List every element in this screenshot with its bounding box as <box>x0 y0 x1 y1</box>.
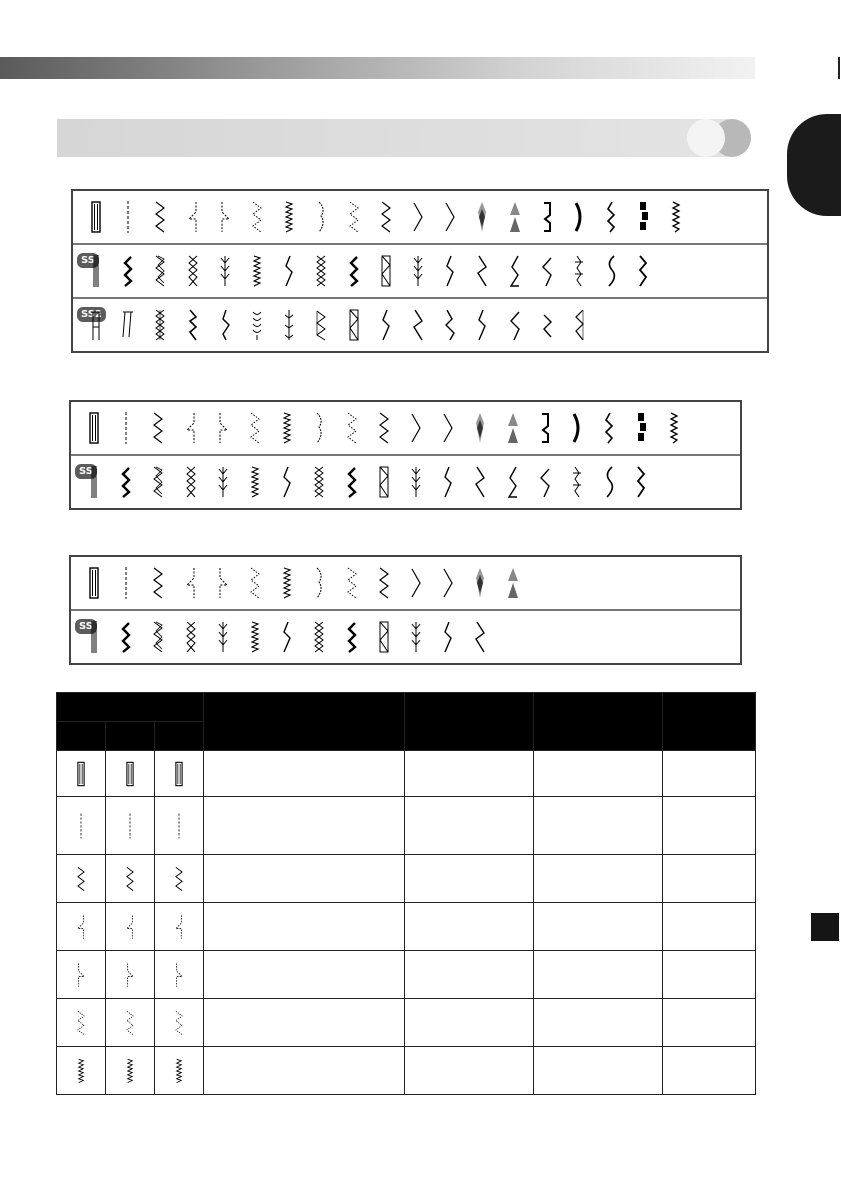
row-badge: SS <box>77 253 99 268</box>
table-cell <box>405 903 534 951</box>
diamond-open-stitch-icon <box>184 619 198 655</box>
dotted-zigzag-stitch-icon <box>248 410 262 446</box>
stitch-panel-1 <box>71 189 769 353</box>
table-cell <box>405 797 534 855</box>
table-row <box>57 903 756 951</box>
triangle-stitch-icon <box>506 565 520 601</box>
zigzag-stitch-icon <box>151 410 165 446</box>
v-stitch-icon <box>443 199 457 235</box>
stitch-panel-3 <box>69 555 742 665</box>
straight-stitch-icon <box>155 797 204 855</box>
v-stitch-icon <box>409 410 423 446</box>
heading-bar-end-cap-light <box>687 119 725 157</box>
table-cell <box>405 855 534 903</box>
satin-diagonal-stitch-icon <box>345 619 359 655</box>
zigzag-stitch-icon <box>155 855 204 903</box>
lightning-stitch-icon <box>441 464 455 500</box>
zigzag-dense-stitch-icon <box>667 410 681 446</box>
double-arrow-stitch-icon <box>634 464 648 500</box>
row-badge: SS <box>75 619 97 634</box>
table-row <box>57 751 756 797</box>
lightning-stitch-icon <box>280 619 294 655</box>
stitch-row <box>71 456 740 508</box>
table-cell <box>204 855 405 903</box>
buttonhole-stitch-icon <box>87 410 101 446</box>
shell-stitch-icon <box>314 199 328 235</box>
diamond-open-stitch-icon <box>186 253 200 289</box>
dotted-zigzag-stitch-icon <box>345 565 359 601</box>
lightning-wide-stitch-icon <box>473 619 487 655</box>
serpentine-stitch-icon <box>250 253 264 289</box>
z-step-stitch-icon <box>506 464 520 500</box>
serpentine-stitch-icon <box>248 464 262 500</box>
header-gradient-bar <box>0 57 755 79</box>
table-cell <box>204 1047 405 1095</box>
lightning-stitch-icon <box>475 307 489 343</box>
serpentine-stitch-icon <box>106 1047 155 1095</box>
lightning-wide-stitch-icon <box>411 307 425 343</box>
buttonhole-stitch-icon <box>106 751 155 797</box>
table-cell <box>534 797 663 855</box>
zigzag-double-stitch-icon <box>151 619 165 655</box>
box-x-stitch-icon <box>347 307 361 343</box>
table-cell <box>405 751 534 797</box>
cross-stitch-stitch-icon <box>312 619 326 655</box>
chevron-feather-stitch-icon <box>572 307 586 343</box>
lightning-wide-stitch-icon <box>475 253 489 289</box>
lightning-stitch-icon <box>379 307 393 343</box>
blind-left-stitch-icon <box>186 199 200 235</box>
lightning-wide-stitch-icon <box>473 464 487 500</box>
stitch-row <box>71 611 740 663</box>
buttonhole-stitch-icon <box>87 565 101 601</box>
blind-left-stitch-icon <box>57 903 106 951</box>
arrow-down-stitch-icon <box>216 619 230 655</box>
table-cell <box>663 951 756 999</box>
dotted-zigzag-stitch-icon <box>155 999 204 1047</box>
blind-right-stitch-icon <box>57 951 106 999</box>
zigzag-stitch-icon <box>57 855 106 903</box>
satin-diagonal-stitch-icon <box>345 464 359 500</box>
zigzag-step-stitch-icon <box>602 410 616 446</box>
table-cell <box>534 855 663 903</box>
table-header-cell <box>57 693 204 722</box>
straight-stitch-icon <box>121 199 135 235</box>
table-header-cell <box>204 693 405 751</box>
zigzag-double-stitch-icon <box>151 464 165 500</box>
s-curve-stitch-icon <box>602 464 616 500</box>
zigzag-stitch-icon <box>379 199 393 235</box>
straight-stitch-icon <box>119 565 133 601</box>
dotted-zigzag-stitch-icon <box>57 999 106 1047</box>
stitch-row <box>73 191 767 245</box>
stitch-row <box>71 557 740 611</box>
serpentine-stitch-icon <box>280 565 294 601</box>
blind-left-stitch-icon <box>184 410 198 446</box>
table-header-cell <box>405 693 534 751</box>
table-cell <box>405 951 534 999</box>
lightning-stitch-icon <box>282 253 296 289</box>
zigzag-stitch-icon <box>377 410 391 446</box>
row-badge: SS2 <box>77 307 106 322</box>
triple-straight-stitch-icon <box>87 619 101 655</box>
zigzag-feather-stitch-icon <box>186 307 200 343</box>
triple-straight-stitch-icon <box>87 464 101 500</box>
block-stitch-icon <box>636 199 650 235</box>
table-cell <box>663 855 756 903</box>
zigzag-double-stitch-icon <box>153 253 167 289</box>
stitch-panel-2 <box>69 400 742 510</box>
table-header-cell <box>534 693 663 751</box>
table-subheader-cell <box>155 722 204 751</box>
table-cell <box>204 751 405 797</box>
arrow-down-stitch-icon <box>409 464 423 500</box>
stitch-settings-table <box>56 692 756 1095</box>
arrow-down-stitch-icon <box>411 253 425 289</box>
table-row <box>57 797 756 855</box>
dotted-zigzag-stitch-icon <box>347 199 361 235</box>
buttonhole-stitch-icon <box>155 751 204 797</box>
blind-right-stitch-icon <box>155 951 204 999</box>
v-stitch-icon <box>409 565 423 601</box>
lightning-stitch-icon <box>441 619 455 655</box>
satin-shell-stitch-icon <box>570 410 584 446</box>
table-cell <box>663 797 756 855</box>
table-row <box>57 999 756 1047</box>
header-divider <box>838 57 840 79</box>
s-bar-stitch-icon <box>218 307 232 343</box>
block-stitch-icon <box>634 410 648 446</box>
cross-stitch-stitch-icon <box>312 464 326 500</box>
table-cell <box>534 1047 663 1095</box>
section-heading-bar <box>57 119 751 157</box>
index-marker <box>811 913 839 941</box>
arrow-down-stitch-icon <box>218 253 232 289</box>
cross-stitch-stitch-icon <box>314 253 328 289</box>
chevron-down-stitch-icon <box>314 307 328 343</box>
table-cell <box>204 951 405 999</box>
table-row <box>57 951 756 999</box>
serpentine-stitch-icon <box>248 619 262 655</box>
dotted-zigzag-stitch-icon <box>248 565 262 601</box>
diamond-open-stitch-icon <box>184 464 198 500</box>
cross-zigzag-stitch-icon <box>570 464 584 500</box>
buttonhole-stitch-icon <box>89 199 103 235</box>
satin-shell-stitch-icon <box>572 199 586 235</box>
table-cell <box>405 1047 534 1095</box>
blind-left-stitch-icon <box>184 565 198 601</box>
table-cell <box>663 903 756 951</box>
arrow-down-stitch-icon <box>409 619 423 655</box>
table-cell <box>534 903 663 951</box>
lightning-stitch-icon <box>280 464 294 500</box>
blind-right-stitch-icon <box>216 410 230 446</box>
table-cell <box>663 999 756 1047</box>
diamond-stitch-icon <box>475 199 489 235</box>
blind-right-stitch-icon <box>216 565 230 601</box>
zigzag-dense-stitch-icon <box>669 199 683 235</box>
box-x-stitch-icon <box>379 253 393 289</box>
stitch-row <box>73 245 767 299</box>
triple-straight-stitch-icon <box>89 253 103 289</box>
table-cell <box>204 797 405 855</box>
satin-diagonal-stitch-icon <box>119 464 133 500</box>
blind-left-stitch-icon <box>106 903 155 951</box>
tank-stitch-icon <box>538 410 552 446</box>
shell-stitch-icon <box>312 565 326 601</box>
table-header-cell <box>663 693 756 751</box>
dotted-zigzag-stitch-icon <box>345 410 359 446</box>
serpentine-stitch-icon <box>155 1047 204 1095</box>
satin-diagonal-stitch-icon <box>119 619 133 655</box>
table-cell <box>405 999 534 1047</box>
table-cell <box>534 999 663 1047</box>
table-cell <box>204 903 405 951</box>
honeycomb-stitch-icon <box>153 307 167 343</box>
straight-stitch-icon <box>106 797 155 855</box>
s-curve-stitch-icon <box>604 253 618 289</box>
blind-left-stitch-icon <box>155 903 204 951</box>
zigzag-stitch-icon <box>377 565 391 601</box>
chevron-left-stitch-icon <box>508 307 522 343</box>
table-cell <box>204 999 405 1047</box>
dotted-zigzag-stitch-icon <box>250 199 264 235</box>
table-row <box>57 1047 756 1095</box>
stitch-row <box>71 402 740 456</box>
tank-stitch-icon <box>540 199 554 235</box>
triangle-stitch-icon <box>508 199 522 235</box>
zigzag-step-stitch-icon <box>604 199 618 235</box>
comb-right-stitch-icon <box>121 307 135 343</box>
pleat-stitch-icon <box>250 307 264 343</box>
shell-stitch-icon <box>312 410 326 446</box>
dotted-zigzag-stitch-icon <box>106 999 155 1047</box>
zigzag-stitch-icon <box>153 199 167 235</box>
box-x-stitch-icon <box>377 619 391 655</box>
row-badge: SS <box>75 464 97 479</box>
satin-diagonal-stitch-icon <box>347 253 361 289</box>
diamond-stitch-icon <box>473 410 487 446</box>
serpentine-stitch-icon <box>282 199 296 235</box>
table-cell <box>663 1047 756 1095</box>
triangle-stitch-icon <box>506 410 520 446</box>
lightning-step-stitch-icon <box>443 307 457 343</box>
blind-right-stitch-icon <box>218 199 232 235</box>
feather-stitch-stitch-icon <box>282 307 296 343</box>
chevron-left-stitch-icon <box>538 464 552 500</box>
zigzag-stitch-icon <box>106 855 155 903</box>
serpentine-stitch-icon <box>57 1047 106 1095</box>
z-step-stitch-icon <box>508 253 522 289</box>
stitch-row <box>73 299 767 351</box>
straight-stitch-icon <box>119 410 133 446</box>
v-stitch-icon <box>441 410 455 446</box>
table-subheader-cell <box>106 722 155 751</box>
chapter-tab <box>787 114 841 216</box>
blind-right-stitch-icon <box>106 951 155 999</box>
cross-zigzag-stitch-icon <box>572 253 586 289</box>
v-stitch-icon <box>441 565 455 601</box>
serpentine-stitch-icon <box>280 410 294 446</box>
zigzag-short-stitch-icon <box>540 307 554 343</box>
arrow-down-stitch-icon <box>216 464 230 500</box>
table-cell <box>534 951 663 999</box>
box-x-stitch-icon <box>377 464 391 500</box>
table-row <box>57 855 756 903</box>
v-stitch-icon <box>411 199 425 235</box>
lightning-stitch-icon <box>443 253 457 289</box>
buttonhole-stitch-icon <box>57 751 106 797</box>
chevron-left-stitch-icon <box>540 253 554 289</box>
double-arrow-stitch-icon <box>636 253 650 289</box>
straight-stitch-icon <box>57 797 106 855</box>
satin-diagonal-stitch-icon <box>121 253 135 289</box>
table-subheader-cell <box>57 722 106 751</box>
comb-left-stitch-icon <box>89 307 103 343</box>
diamond-stitch-icon <box>473 565 487 601</box>
zigzag-stitch-icon <box>151 565 165 601</box>
table-cell <box>663 751 756 797</box>
table-cell <box>534 751 663 797</box>
